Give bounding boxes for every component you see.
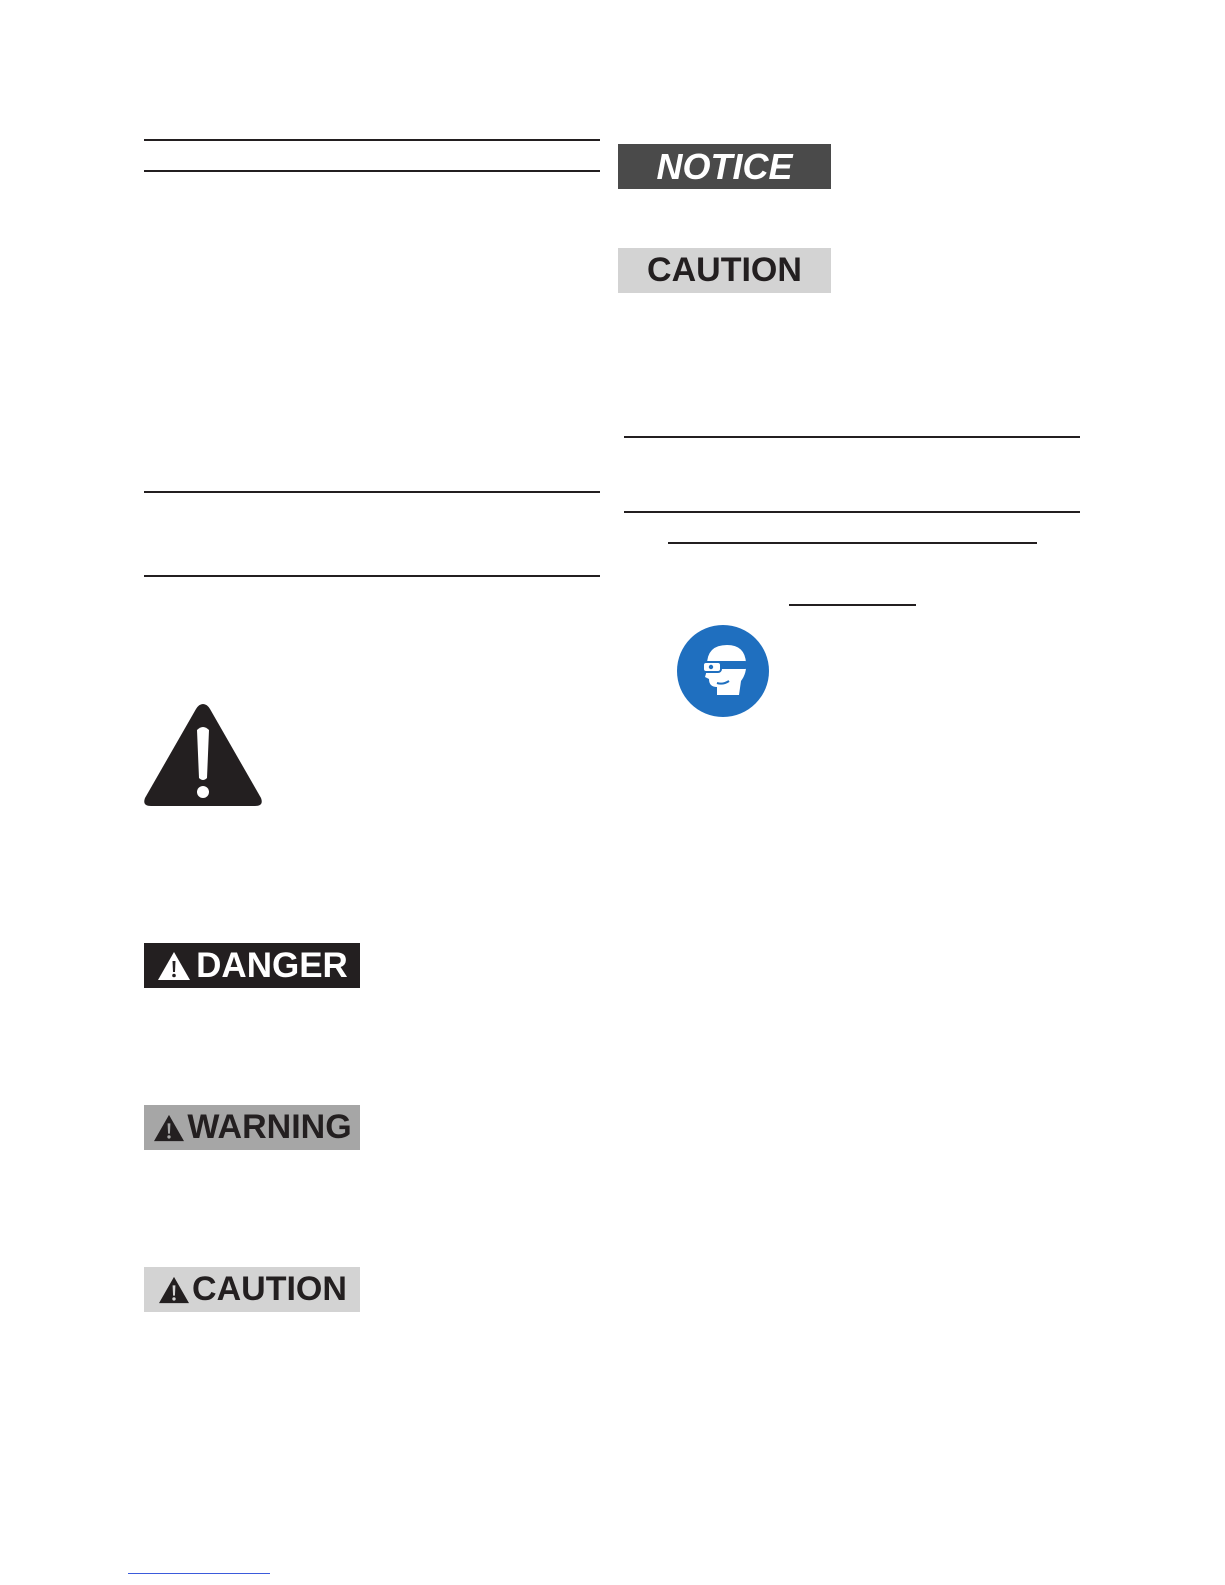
right-section-rule-1	[624, 436, 1080, 438]
caution-plain-label	[618, 248, 831, 293]
exclamation-triangle-icon	[157, 1275, 191, 1305]
left-heading-rule-top	[144, 139, 600, 141]
left-section-rule-2	[144, 575, 600, 577]
exclamation-triangle-icon	[152, 1113, 186, 1143]
left-heading-rule-bottom	[144, 170, 600, 172]
left-section-rule-1	[144, 491, 600, 493]
safety-alert-triangle-icon	[141, 700, 265, 810]
exclamation-triangle-icon	[156, 950, 192, 982]
wear-eye-protection-icon	[677, 625, 769, 717]
right-subheading-underline	[668, 542, 1037, 544]
caution-label	[144, 1267, 360, 1312]
danger-label-text: DANGER	[196, 945, 348, 985]
notice-label-text: NOTICE	[656, 145, 793, 187]
right-section-rule-2	[624, 511, 1080, 513]
footer-link-underline	[128, 1573, 270, 1574]
danger-label	[144, 943, 360, 988]
notice-label	[618, 144, 831, 189]
warning-label-text: WARNING	[187, 1108, 352, 1146]
caution-plain-label-text: CAUTION	[647, 251, 802, 289]
warning-label	[144, 1105, 360, 1150]
caution-label-text: CAUTION	[192, 1270, 347, 1308]
right-short-underline	[789, 604, 916, 606]
